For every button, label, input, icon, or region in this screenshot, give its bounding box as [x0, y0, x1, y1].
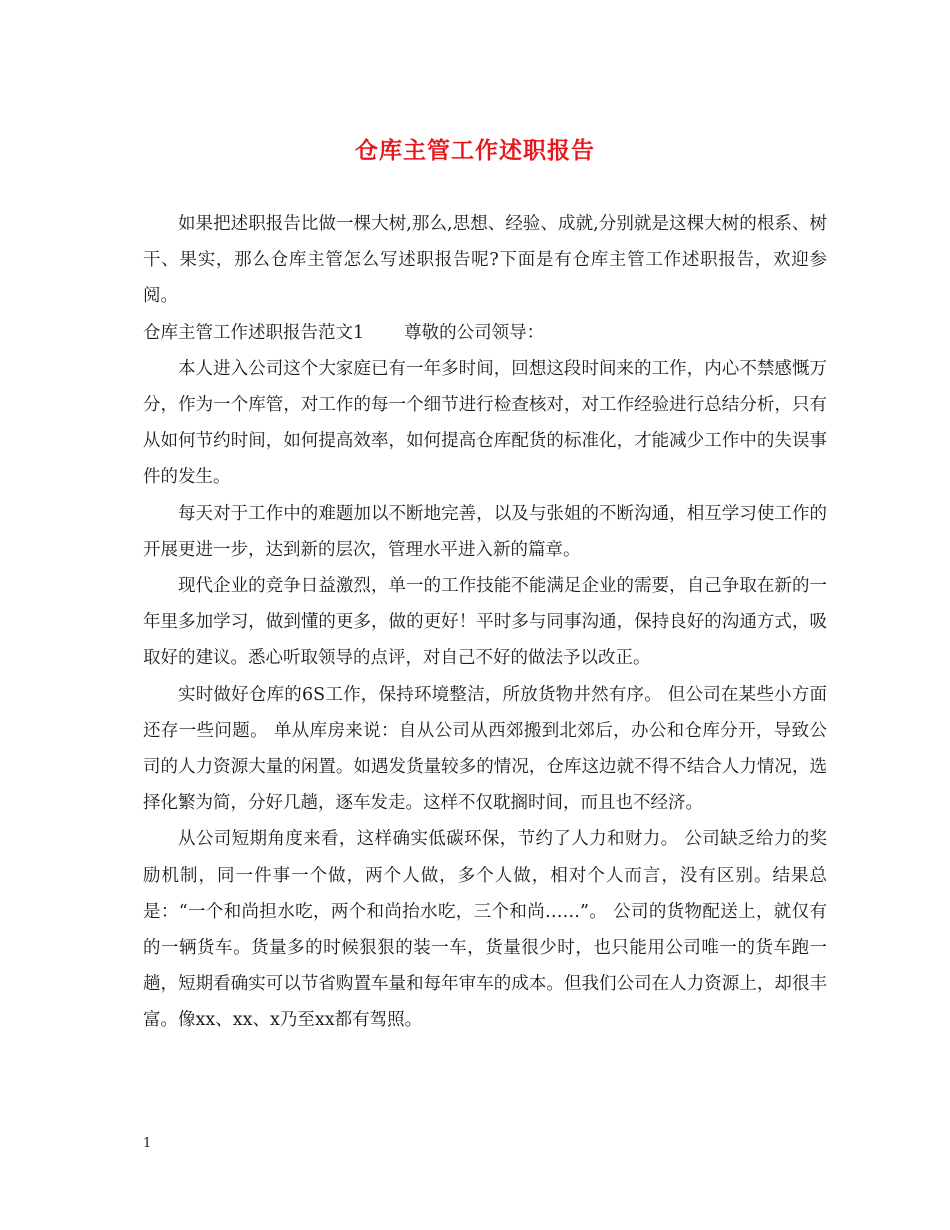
- body-paragraph-2: 每天对于工作中的难题加以不断地完善，以及与张姐的不断沟通，相互学习使工作的开展更进一步，达到新的层次，管理水平进入新的篇章。: [143, 503, 827, 560]
- document-body: [143, 206, 827, 1039]
- page-number: 1: [143, 1136, 152, 1151]
- body-paragraph-3: 现代企业的竞争日益激烈，单一的工作技能不能满足企业的需要，自己争取在新的一年里多加学习，做到懂的更多，做的更好！平时多与同事沟通，保持良好的沟通方式，吸取好的建议。悉心听取领导的点评，对自己不好的做法予以改正。: [143, 576, 827, 669]
- section-heading-line: [143, 315, 827, 351]
- body-paragraph-4: 实时做好仓库的6S工作，保持环境整洁，所放货物井然有序。 但公司在某些小方面还存一些问题。 单从库房来说：自从公司从西郊搬到北郊后，办公和仓库分开，导致公司的人力资源大量的闲置。如遇发货量较多的情况，仓库这边就不得不结合人力情况，选择化繁为简，分好几趟，逐车发走。这样不仅耽搁时间，而且也不经济。: [143, 684, 827, 814]
- section-heading: 仓库主管工作述职报告范文1: [143, 322, 365, 343]
- intro-paragraph: 如果把述职报告比做一棵大树,那么,思想、经验、成就,分别就是这棵大树的根系、树干、果实，那么仓库主管怎么写述职报告呢?下面是有仓库主管工作述职报告，欢迎参阅。: [143, 214, 827, 307]
- body-paragraph-1: 本人进入公司这个大家庭已有一年多时间，回想这段时间来的工作，内心不禁感慨万分，作为一个库管，对工作的每一个细节进行检查核对，对工作经验进行总结分析，只有从如何节约时间，如何提高效率，如何提高仓库配货的标准化，才能减少工作中的失误事件的发生。: [143, 358, 827, 488]
- document-title: 仓库主管工作述职报告: [355, 137, 595, 164]
- salutation: 尊敬的公司领导：: [404, 322, 545, 343]
- body-paragraph-5: 从公司短期角度来看，这样确实低碳环保，节约了人力和财力。 公司缺乏给力的奖励机制，同一件事一个做，两个人做，多个人做，相对个人而言，没有区别。结果总是：“一个和尚担水吃，两个和尚抬水吃，三个和尚……”。 公司的货物配送上，就仅有的一辆货车。货量多的时候狠狠的装一车，货量很少时，也只能用公司唯一的货车跑一趟，短期看确实可以节省购置车量和每年审车的成本。但我们公司在人力资源上，却很丰富。像xx、xx、x乃至xx都有驾照。: [143, 829, 827, 1031]
